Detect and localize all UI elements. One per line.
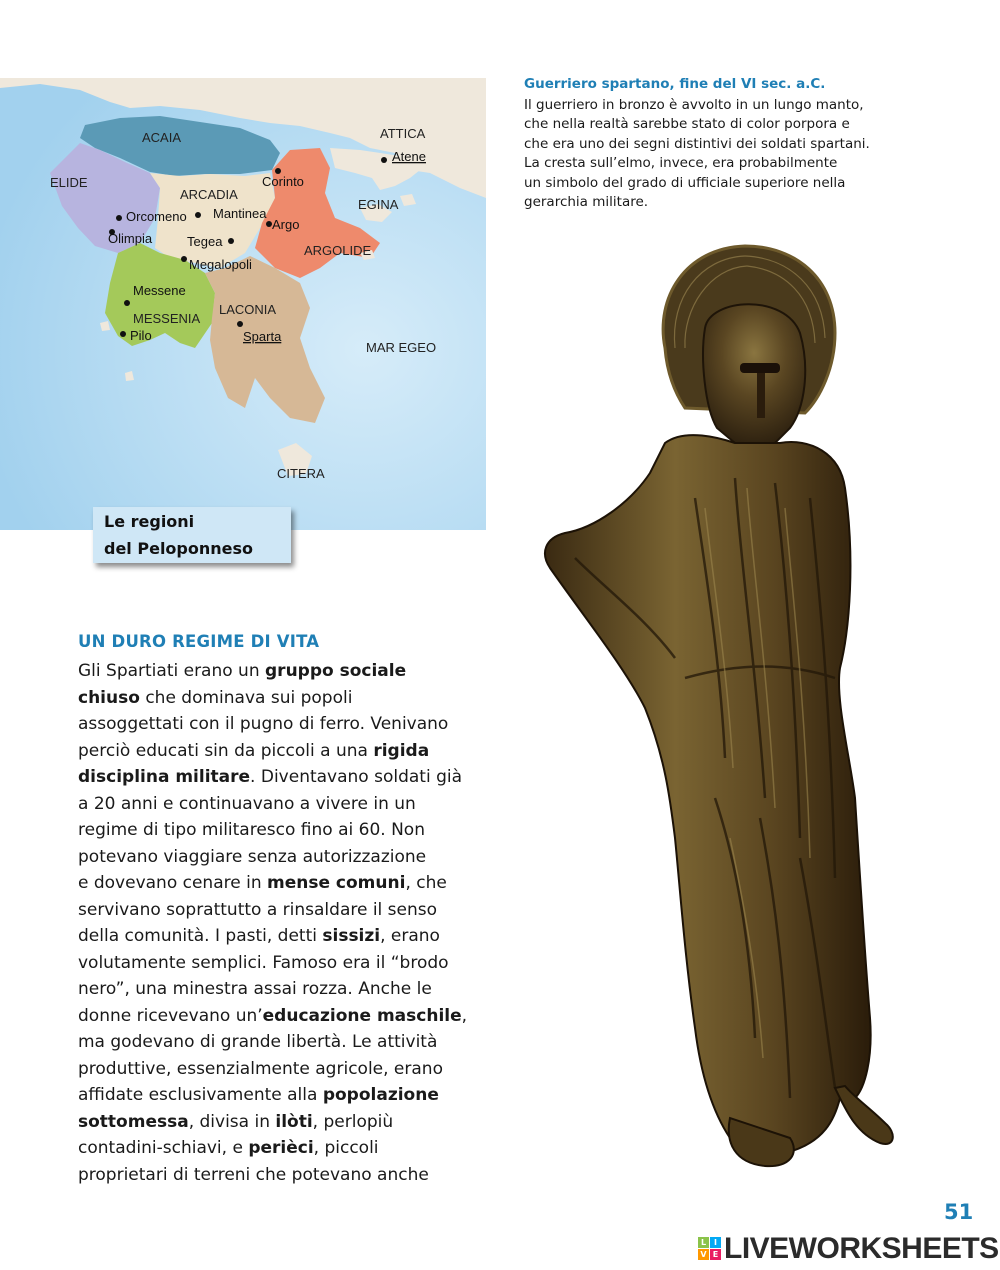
body-run: , erano <box>380 926 440 946</box>
city-olimpia: Olimpia <box>108 231 153 246</box>
body-bold-term: sottomessa <box>78 1111 189 1132</box>
dot-pilo <box>120 331 126 337</box>
map-caption-line1: Le regioni <box>104 512 195 531</box>
body-run: della comunità. I pasti, detti <box>78 926 323 946</box>
city-sparta: Sparta <box>243 329 282 344</box>
body-line <box>78 1003 498 1030</box>
statue-caption-line: La cresta sull’elmo, invece, era probabilmente <box>524 155 838 172</box>
body-line <box>78 897 498 924</box>
liveworksheets-logo-icon <box>698 1237 722 1261</box>
body-run: servivano soprattutto a rinsaldare il senso <box>78 899 438 920</box>
liveworksheets-brand[interactable] <box>698 1232 999 1266</box>
city-tegea: Tegea <box>187 234 223 249</box>
body-line <box>78 923 498 950</box>
body-run: a 20 anni e continuavano a vivere in un <box>78 793 416 814</box>
body-line <box>78 1082 498 1109</box>
logo-tile: L <box>698 1237 709 1248</box>
dot-orcomeno <box>116 215 122 221</box>
statue-caption-title: Guerriero spartano, fine del VI sec. a.C. <box>524 76 826 92</box>
label-laconia: LACONIA <box>219 302 277 317</box>
body-bold-term: perièci <box>248 1138 314 1158</box>
logo-tile: I <box>710 1237 721 1248</box>
label-mar-egeo: MAR EGEO <box>366 340 437 355</box>
statue-helmet-nose <box>757 373 765 418</box>
label-attica: ATTICA <box>380 126 426 141</box>
body-line <box>78 791 498 818</box>
body-run: perciò educati sin da piccoli a una <box>78 740 374 761</box>
body-bold-term: disciplina militare <box>78 767 251 787</box>
body-line <box>78 1056 498 1083</box>
brand-text: LIVEWORKSHEETS <box>724 1232 999 1265</box>
city-pilo: Pilo <box>130 328 152 343</box>
body-run: proprietari di terreni che potevano anche <box>78 1164 429 1185</box>
label-elide: ELIDE <box>50 175 88 190</box>
body-run: che dominava sui popoli <box>139 687 353 708</box>
body-run: Gli Spartiati erano un <box>78 661 266 681</box>
statue-caption-line: gerarchia militare. <box>524 194 649 211</box>
map-caption-line2: del Peloponneso <box>104 539 254 558</box>
body-line <box>78 950 498 977</box>
city-mantinea: Mantinea <box>213 206 267 221</box>
city-atene: Atene <box>392 149 426 164</box>
body-bold-term: ilòti <box>275 1111 313 1132</box>
label-arcadia: ARCADIA <box>180 187 238 202</box>
label-acaia: ACAIA <box>142 130 182 145</box>
page-number: 51 <box>944 1200 974 1224</box>
statue-caption-line: che nella realtà sarebbe stato di color porpora e <box>524 116 850 133</box>
map-caption <box>93 507 291 563</box>
statue-right-foot <box>835 1086 893 1144</box>
statue-caption <box>524 74 944 212</box>
label-messenia: MESSENIA <box>133 311 201 326</box>
body-line <box>78 658 498 685</box>
statue-caption-text <box>524 96 944 212</box>
body-line <box>78 976 498 1003</box>
body-run: e dovevano cenare in <box>78 873 268 893</box>
city-corinto: Corinto <box>262 174 304 189</box>
body-run: , piccoli <box>313 1138 379 1158</box>
body-run: regime di tipo militaresco fino ai 60. Non <box>78 820 425 840</box>
label-egina: EGINA <box>358 197 399 212</box>
body-run: , <box>461 1005 468 1026</box>
body-bold-term: popolazione <box>322 1085 439 1105</box>
body-line <box>78 685 498 712</box>
dot-sparta <box>237 321 243 327</box>
body-bold-term: mense comuni <box>267 873 406 893</box>
body-run: donne ricevevano un’ <box>78 1005 263 1026</box>
body-run: contadini-schiavi, e <box>78 1138 249 1158</box>
statue-caption-line: un simbolo del grado di ufficiale superiore nella <box>524 174 846 191</box>
body-run: assoggettati con il pugno di ferro. Venivano <box>78 714 449 734</box>
body-line <box>78 844 498 871</box>
dot-messene <box>124 300 130 306</box>
spartan-warrior-statue <box>535 238 905 1173</box>
logo-tile: V <box>698 1249 709 1260</box>
body-run: , perlopiù <box>312 1111 394 1132</box>
dot-megalopoli <box>181 256 187 262</box>
body-run: potevano viaggiare senza autorizzazione <box>78 846 427 867</box>
body-run: volutamente semplici. Famoso era il “brodo <box>78 952 449 973</box>
city-megalopoli: Megalopoli <box>189 257 252 272</box>
body-line <box>78 817 498 844</box>
body-bold-term: sissizi <box>322 926 381 946</box>
body-text <box>78 658 498 1188</box>
body-run: ma godevano di grande libertà. Le attività <box>78 1032 438 1052</box>
statue-cloak <box>545 435 871 1154</box>
body-run: nero”, una minestra assai rozza. Anche le <box>78 979 432 999</box>
body-line <box>78 738 498 765</box>
statue-caption-line: Il guerriero in bronzo è avvolto in un lungo manto, <box>524 97 864 113</box>
body-line <box>78 1029 498 1056</box>
label-citera: CITERA <box>277 466 325 481</box>
body-run: affidate esclusivamente alla <box>78 1085 323 1105</box>
body-line <box>78 870 498 897</box>
body-line <box>78 711 498 738</box>
body-line <box>78 764 498 791</box>
body-run: produttive, essenzialmente agricole, erano <box>78 1058 443 1079</box>
section-heading: UN DURO REGIME DI VITA <box>78 632 320 651</box>
dot-mantinea <box>195 212 201 218</box>
body-bold-term: chiuso <box>78 687 140 708</box>
city-orcomeno: Orcomeno <box>126 209 187 224</box>
peloponnese-map <box>0 78 486 530</box>
logo-tile: E <box>710 1249 721 1260</box>
city-argo: Argo <box>272 217 300 232</box>
body-bold-term: educazione maschile <box>262 1005 462 1026</box>
statue-helmet-eyes <box>740 363 780 373</box>
body-run: , che <box>405 873 447 893</box>
statue-helmet <box>703 304 805 443</box>
body-bold-term: gruppo sociale <box>265 661 407 681</box>
dot-tegea <box>228 238 234 244</box>
body-line <box>78 1162 498 1189</box>
body-bold-term: rigida <box>373 740 430 761</box>
dot-atene <box>381 157 387 163</box>
body-run: . Diventavano soldati già <box>250 767 463 787</box>
body-line <box>78 1135 498 1162</box>
body-line <box>78 1109 498 1136</box>
statue-caption-line: che era uno dei segni distintivi dei soldati spartani. <box>524 135 870 152</box>
city-messene: Messene <box>133 283 186 298</box>
body-run: , divisa in <box>188 1111 276 1132</box>
label-argolide: ARGOLIDE <box>304 243 372 258</box>
